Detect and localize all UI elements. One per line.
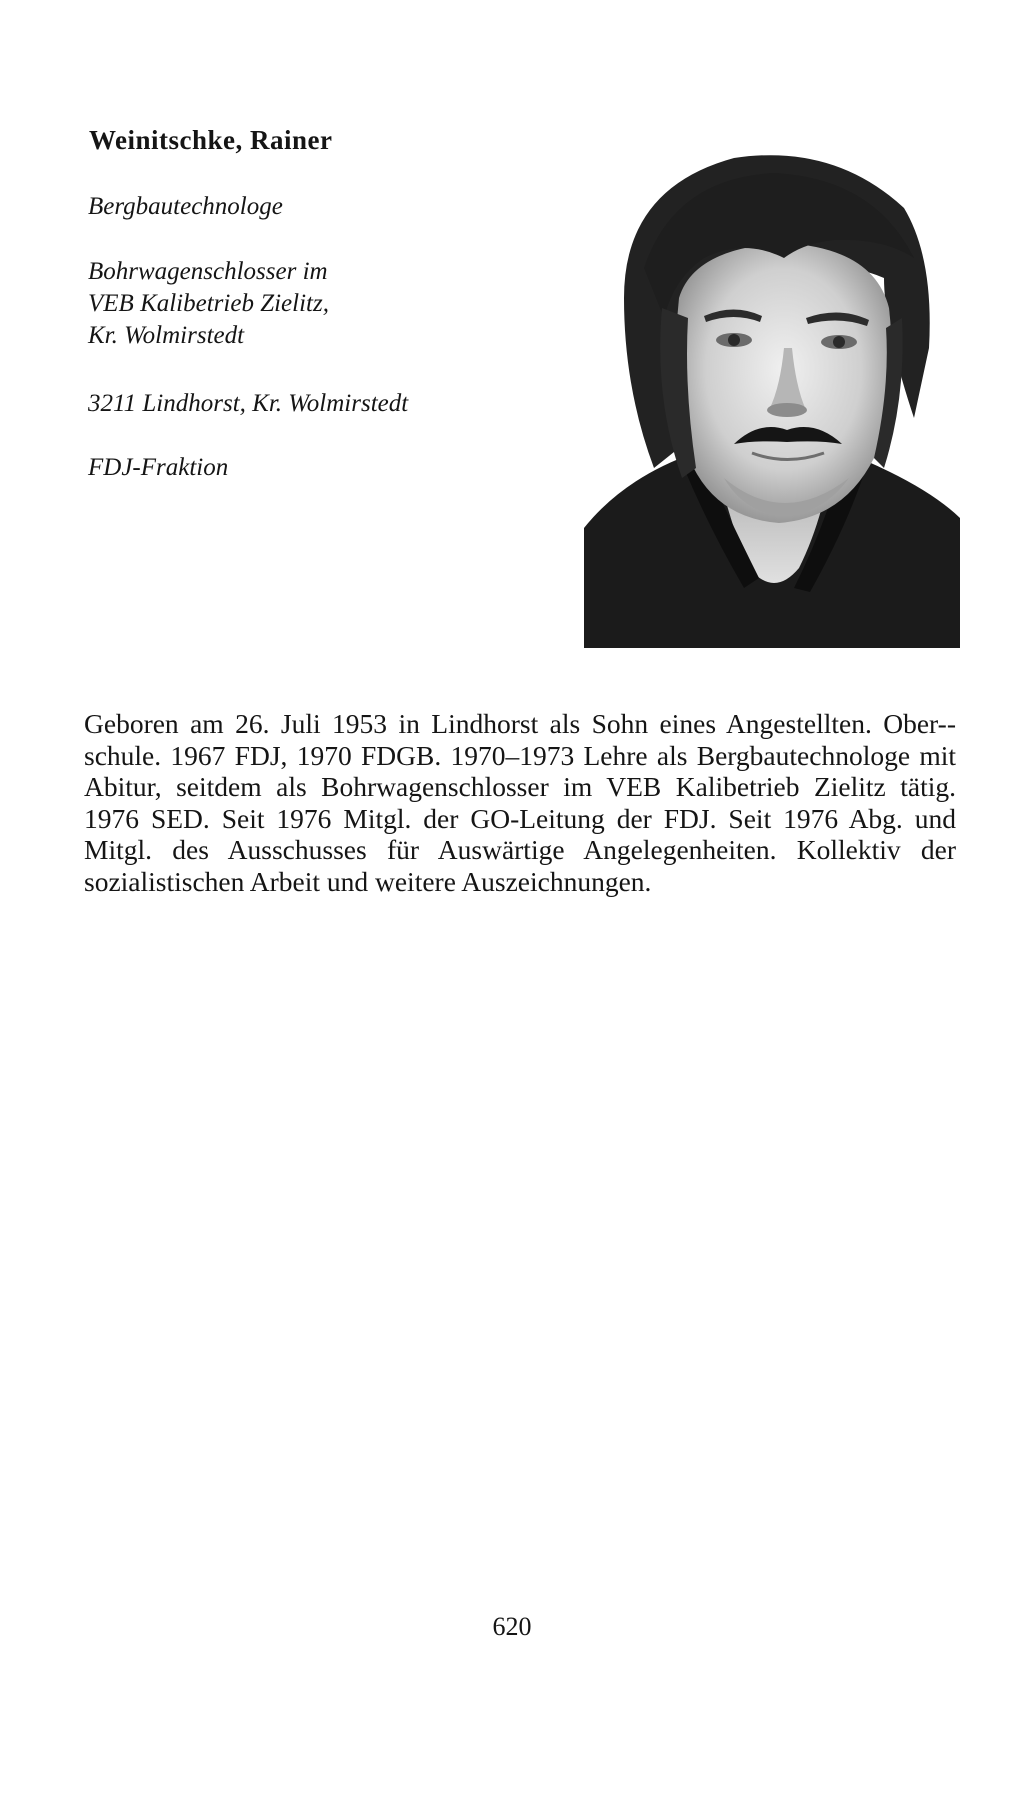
address: 3211 Lindhorst, Kr. Wolmirstedt	[88, 390, 409, 417]
workplace	[88, 256, 329, 352]
workplace-line: Kr. Wolmirstedt	[88, 322, 245, 349]
page-number: 620	[492, 1612, 532, 1641]
faction: FDJ-Fraktion	[88, 454, 229, 481]
profession: Bergbautechnologe	[88, 193, 283, 220]
workplace-line: VEB Kalibetrieb Zielitz,	[88, 290, 329, 317]
portrait-photo	[584, 148, 960, 648]
workplace-line: Bohrwagenschlosser im	[88, 258, 328, 285]
biography-text: Geboren am 26. Juli 1953 in Lindhorst als Sohn eines Angestellten. Ober-schule. 1967 FDJ, 1970 FDGB. 1970–1973 Lehre als Bergbautechnologe mit Abitur, seitdem als Bohrwagenschlosser im VEB Kalibetrieb Zielitz tätig. 1976 SED. Seit 1976 Mitgl. der GO-Leitung der FDJ. Seit 1976 Abg. und Mitgl. des Ausschusses für Auswärtige Angelegenheiten. Kollektiv der sozialistischen Arbeit und weitere Auszeichnungen.	[84, 708, 956, 897]
person-name: Weinitschke, Rainer	[89, 125, 333, 155]
